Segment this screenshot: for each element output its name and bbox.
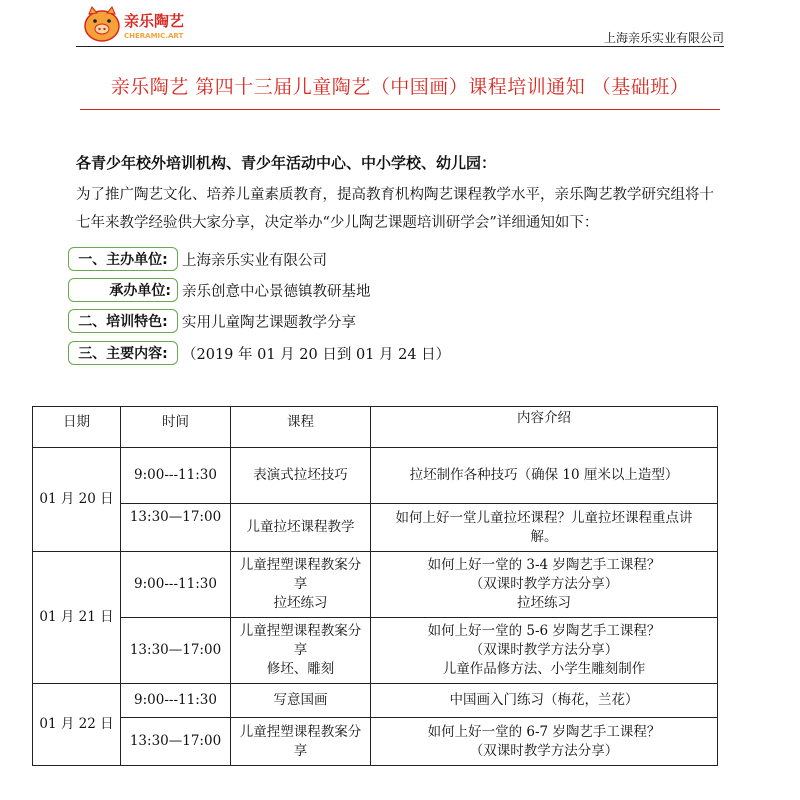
info-value: （2019 年 01 月 20 日到 01 月 24 日） — [182, 346, 451, 363]
info-value: 上海亲乐实业有限公司 — [182, 252, 327, 269]
content-line: （双课时教学方法分享） — [469, 742, 619, 759]
table-row — [33, 618, 718, 684]
content-line: 如何上好一堂的 6-7 岁陶艺手工课程？ — [427, 723, 661, 740]
time-cell: 9:00---11:30 — [121, 684, 231, 718]
time-cell: 9:00---11:30 — [121, 552, 231, 618]
time-cell: 13:30—17:00 — [121, 718, 231, 766]
info-row-host — [68, 277, 371, 303]
intro-paragraph: 为了推广陶艺文化、培养儿童素质教育，提高教育机构陶艺课程教学水平，亲乐陶艺教学研究组将十七年来教学经验供大家分享，决定举办“少儿陶艺课题培训研学会”详细通知如下： — [76, 187, 714, 231]
schedule-table — [32, 406, 718, 766]
course-line: 儿童捏塑课程教案分 — [239, 723, 362, 740]
page-header — [0, 0, 800, 48]
date-cell: 01 月 22 日 — [33, 684, 121, 766]
info-row-organizer — [68, 246, 327, 272]
course-line: 享 — [293, 642, 308, 658]
title-divider — [80, 109, 720, 110]
course-line: 写意国画 — [273, 692, 328, 708]
table-row — [33, 552, 718, 618]
info-label: 承办单位: — [68, 278, 178, 302]
course-cell — [231, 448, 371, 504]
pottery-pig-icon — [85, 7, 119, 41]
course-cell — [231, 684, 371, 718]
logo — [80, 2, 200, 46]
content-cell — [371, 448, 718, 504]
course-line: 儿童拉坯课程教学 — [246, 519, 355, 535]
info-label: 二、培训特色: — [68, 309, 178, 333]
content-cell — [371, 718, 718, 766]
info-label: 三、主要内容: — [68, 341, 178, 365]
table-row — [33, 718, 718, 766]
course-cell — [231, 618, 371, 684]
content-cell — [371, 684, 718, 718]
header-course: 课程 — [231, 407, 371, 448]
content-line: 拉坯练习 — [517, 595, 571, 611]
info-label: 一、主办单位: — [68, 247, 178, 271]
course-cell — [231, 718, 371, 766]
header-content: 内容介绍 — [371, 407, 718, 448]
content-line: 儿童作品修方法、小学生雕刻制作 — [442, 661, 646, 677]
table-row — [33, 504, 718, 552]
table-header-row — [33, 407, 718, 448]
content-line: 拉坯制作各种技巧（确保 10 厘米以上造型） — [409, 467, 679, 483]
content-line: 如何上好一堂儿童拉坯课程？儿童拉坯课程重点讲 — [395, 509, 693, 526]
course-cell — [231, 504, 371, 552]
header-company-name: 上海亲乐实业有限公司 — [603, 31, 724, 45]
course-line: 儿童捏塑课程教案分 — [239, 557, 362, 573]
course-cell — [231, 552, 371, 618]
date-cell: 01 月 20 日 — [33, 448, 121, 552]
info-value: 亲乐创意中心景德镇教研基地 — [182, 283, 371, 300]
content-line: 中国画入门练习（梅花，兰花） — [449, 692, 639, 708]
time-cell: 13:30—17:00 — [121, 618, 231, 684]
header-time: 时间 — [121, 407, 231, 448]
info-row-content — [68, 340, 450, 366]
header-divider — [76, 46, 724, 47]
content-line: 如何上好一堂的 3-4 岁陶艺手工课程？ — [427, 557, 661, 573]
page-title: 亲乐陶艺 第四十三届儿童陶艺（中国画）课程培训通知 （基础班） — [110, 76, 690, 98]
course-line: 表演式拉坯技巧 — [253, 467, 348, 483]
content-line: 如何上好一堂的 5-6 岁陶艺手工课程？ — [427, 623, 661, 639]
content-line: （双课时教学方法分享） — [469, 576, 619, 592]
date-cell: 01 月 21 日 — [33, 552, 121, 684]
content-cell — [371, 552, 718, 618]
course-line: 修坯、雕刻 — [266, 661, 335, 677]
logo-text: 亲乐陶艺 — [124, 12, 185, 30]
time-cell: 13:30—17:00 — [121, 504, 231, 552]
content-line: 解。 — [530, 528, 558, 545]
content-cell — [371, 504, 718, 552]
info-row-features — [68, 308, 356, 334]
header-date: 日期 — [33, 407, 121, 448]
course-line: 享 — [293, 576, 308, 592]
course-line: 儿童捏塑课程教案分 — [239, 623, 362, 639]
content-line: （双课时教学方法分享） — [469, 642, 619, 658]
table-row — [33, 448, 718, 504]
logo-subtext: CHERAMIC.ART — [124, 32, 184, 40]
course-line: 享 — [293, 742, 308, 759]
time-cell: 9:00---11:30 — [121, 448, 231, 504]
course-line: 拉坯练习 — [273, 595, 328, 611]
greeting-line: 各青少年校外培训机构、青少年活动中心、中小学校、幼儿园： — [76, 154, 497, 172]
info-value: 实用儿童陶艺课题教学分享 — [182, 314, 356, 331]
content-cell — [371, 618, 718, 684]
table-row — [33, 684, 718, 718]
